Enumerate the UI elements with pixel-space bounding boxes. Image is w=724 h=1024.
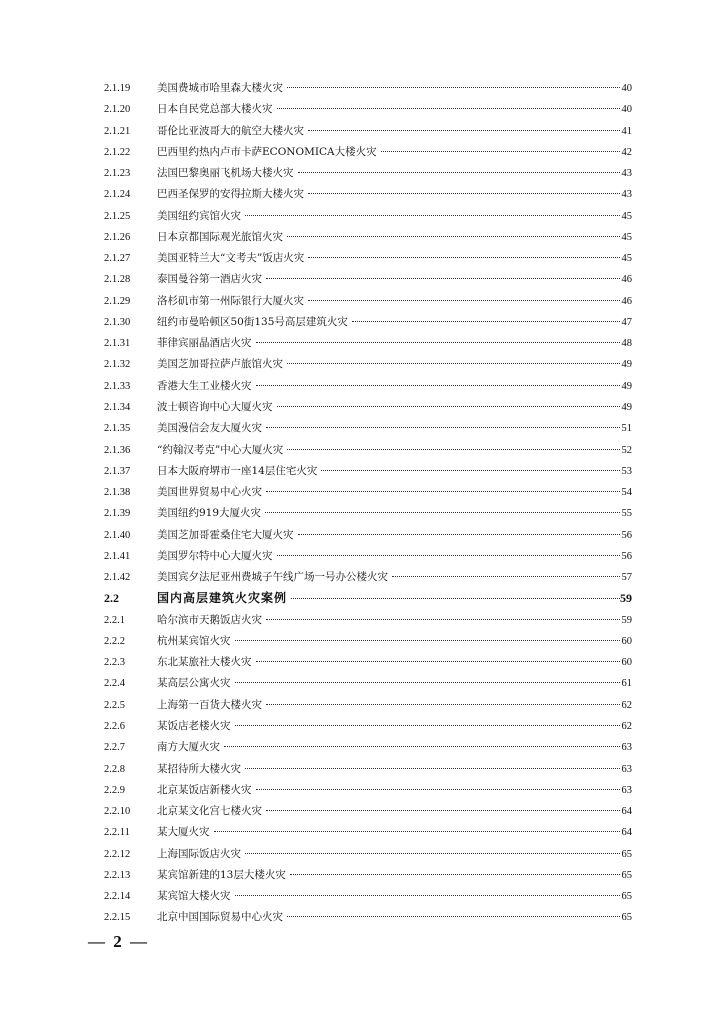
toc-entry-title: 美国亚特兰大“文考夫”饭店火灾 <box>157 252 305 265</box>
toc-entry-number: 2.1.26 <box>104 231 131 243</box>
toc-entry <box>0 907 724 928</box>
dot-leader <box>266 491 620 492</box>
dot-leader <box>308 300 620 301</box>
toc-entry-page: 45 <box>621 253 632 265</box>
toc-entry-number: 2.1.33 <box>104 380 131 392</box>
toc-entry-page: 48 <box>621 338 632 350</box>
toc-entry-page: 49 <box>621 401 632 413</box>
toc-entry <box>0 844 724 865</box>
toc-entry-number: 2.2.4 <box>104 678 125 690</box>
toc-entry <box>0 525 724 546</box>
toc-entry <box>0 312 724 333</box>
toc-entry-title-line <box>157 673 620 694</box>
dot-leader <box>256 789 621 790</box>
toc-entry <box>0 652 724 673</box>
toc-entry-title: 北京中国国际贸易中心火灾 <box>157 911 283 924</box>
toc-entry-title-line <box>157 333 620 354</box>
toc-entry <box>0 248 724 269</box>
toc-entry-title: 日本自民党总部大楼火灾 <box>157 103 273 116</box>
toc-entry-number: 2.2.12 <box>104 848 131 860</box>
toc-entry-title-line <box>157 121 620 142</box>
toc-entry-page: 43 <box>621 189 632 201</box>
toc-entry <box>0 184 724 205</box>
toc-entry-title-line <box>157 354 620 375</box>
dot-leader <box>266 810 620 811</box>
toc-entry <box>0 397 724 418</box>
toc-entry <box>0 759 724 780</box>
toc-entry-title-line <box>157 546 620 567</box>
toc-entry-title: 美国漫信会友大厦火灾 <box>157 422 262 435</box>
toc-entry-title-line <box>157 503 620 524</box>
toc-entry-title-line <box>157 759 620 780</box>
toc-entry-page: 47 <box>621 316 632 328</box>
toc-entry-page: 46 <box>621 295 632 307</box>
toc-entry-title: 北京某饭店新楼火灾 <box>157 783 252 796</box>
toc-entry-page: 40 <box>621 104 632 116</box>
toc-entry-title-line <box>157 163 620 184</box>
dot-leader <box>291 598 620 599</box>
toc-entry-title: 东北某旅社大楼火灾 <box>157 656 252 669</box>
toc-entry-number: 2.2.10 <box>104 806 131 818</box>
toc-entry-title: 美国纽约919大厦火灾 <box>157 507 262 520</box>
dot-leader <box>308 193 620 194</box>
toc-entry-number: 2.2.15 <box>104 912 131 924</box>
toc-entry-page: 40 <box>621 83 632 94</box>
toc-entry-title: 美国世界贸易中心火灾 <box>157 486 262 499</box>
table-of-contents <box>0 78 724 929</box>
toc-entry-number: 2.1.38 <box>104 487 131 499</box>
toc-entry-number: 2.2.6 <box>104 720 125 732</box>
dot-leader <box>392 576 620 577</box>
toc-entry <box>0 227 724 248</box>
toc-entry-page: 41 <box>621 125 632 137</box>
toc-entry-number: 2.2.9 <box>104 784 125 796</box>
toc-entry-title: 某高层公寓火灾 <box>157 677 231 690</box>
toc-entry-title-line <box>157 588 620 609</box>
toc-entry-title: 美国纽约宾馆火灾 <box>157 209 241 222</box>
dot-leader <box>235 895 621 896</box>
toc-entry-number: 2.2.8 <box>104 763 125 775</box>
toc-entry-number: 2.1.25 <box>104 210 131 222</box>
toc-entry-title-line <box>157 227 620 248</box>
toc-entry-number: 2.2 <box>104 591 119 606</box>
toc-entry <box>0 716 724 737</box>
dot-leader <box>287 363 620 364</box>
dot-leader <box>266 427 620 428</box>
toc-entry <box>0 610 724 631</box>
toc-entry-page: 61 <box>621 678 632 690</box>
toc-entry-page: 45 <box>621 231 632 243</box>
toc-entry-title-line <box>157 801 620 822</box>
toc-entry-title-line <box>157 461 620 482</box>
toc-entry-title: 南方大厦火灾 <box>157 741 220 754</box>
toc-entry-title: 波士顿咨询中心大厦火灾 <box>157 400 273 413</box>
toc-entry-title-line <box>157 99 620 120</box>
toc-entry-number: 2.1.29 <box>104 295 131 307</box>
toc-entry-page: 56 <box>621 550 632 562</box>
toc-entry <box>0 333 724 354</box>
toc-entry-title: 美国宾夕法尼亚州费城子午线广场一号办公楼火灾 <box>157 571 388 584</box>
toc-entry-title-line <box>157 376 620 397</box>
toc-entry-number: 2.2.11 <box>104 827 130 839</box>
toc-entry-title: 巴西里约热内卢市卡萨ECONOMICA大楼火灾 <box>157 145 377 158</box>
toc-entry-title-line <box>157 567 620 588</box>
toc-entry-title-line <box>157 737 620 758</box>
toc-entry <box>0 780 724 801</box>
toc-entry-number: 2.1.41 <box>104 550 131 562</box>
toc-entry <box>0 695 724 716</box>
toc-entry-page: 63 <box>621 742 632 754</box>
toc-entry-page: 54 <box>621 487 632 499</box>
toc-entry-number: 2.1.35 <box>104 423 131 435</box>
toc-entry-page: 49 <box>621 380 632 392</box>
toc-entry-number: 2.2.7 <box>104 742 125 754</box>
toc-entry-title-line <box>157 418 620 439</box>
dot-leader <box>224 746 620 747</box>
toc-entry-title: 美国芝加哥拉萨卢旅馆火灾 <box>157 358 283 371</box>
toc-entry-title-line <box>157 865 620 886</box>
toc-entry-title-line <box>157 844 620 865</box>
dot-leader <box>321 470 620 471</box>
toc-entry-page: 62 <box>621 720 632 732</box>
toc-entry-page: 65 <box>621 848 632 860</box>
toc-entry-title-line <box>157 610 620 631</box>
dot-leader <box>235 640 621 641</box>
toc-entry-page: 65 <box>621 869 632 881</box>
dot-leader <box>266 278 620 279</box>
toc-entry-number: 2.1.22 <box>104 146 131 158</box>
toc-entry-page: 51 <box>621 423 632 435</box>
toc-entry-title: 美国费城市哈里森大楼火灾 <box>157 82 283 94</box>
toc-entry <box>0 418 724 439</box>
toc-entry-title: 上海国际饭店火灾 <box>157 847 241 860</box>
toc-entry-title-line <box>157 184 620 205</box>
toc-entry-title-line <box>157 822 620 843</box>
page-number: — 2 — <box>88 932 149 951</box>
toc-entry <box>0 546 724 567</box>
toc-entry-title-line <box>157 397 620 418</box>
toc-entry-title-line <box>157 652 620 673</box>
dot-leader <box>308 257 620 258</box>
toc-entry-title: 日本大阪府堺市一座14层住宅火灾 <box>157 464 318 477</box>
toc-entry-title-line <box>157 312 620 333</box>
toc-entry <box>0 865 724 886</box>
toc-entry-number: 2.1.31 <box>104 338 131 350</box>
dot-leader <box>235 682 621 683</box>
toc-section-heading <box>0 588 724 609</box>
toc-entry-title: 上海第一百货大楼火灾 <box>157 698 262 711</box>
dot-leader <box>298 172 621 173</box>
toc-entry-number: 2.1.27 <box>104 253 131 265</box>
dot-leader <box>245 768 620 769</box>
toc-entry-title-line <box>157 142 620 163</box>
dot-leader <box>308 130 620 131</box>
toc-entry-page: 65 <box>621 891 632 903</box>
dot-leader <box>266 619 620 620</box>
toc-entry-title: 某招待所大楼火灾 <box>157 762 241 775</box>
dot-leader <box>277 406 621 407</box>
dot-leader <box>277 555 621 556</box>
toc-entry-title-line <box>157 440 620 461</box>
toc-entry-title: 某大厦火灾 <box>157 826 210 839</box>
toc-entry-page: 55 <box>621 508 632 520</box>
toc-entry-title-line <box>157 206 620 227</box>
toc-entry-title: 纽约市曼哈顿区50街135号高层建筑火灾 <box>157 315 348 328</box>
toc-entry-page: 53 <box>621 465 632 477</box>
dot-leader <box>245 853 620 854</box>
toc-entry-page: 57 <box>621 572 632 584</box>
toc-entry <box>0 482 724 503</box>
toc-entry-title-line <box>157 525 620 546</box>
dot-leader <box>256 385 621 386</box>
toc-entry-title: 洛杉矶市第一州际银行大厦火灾 <box>157 294 304 307</box>
toc-entry-title: 某宾馆新建的13层大楼火灾 <box>157 868 286 881</box>
toc-entry <box>0 440 724 461</box>
toc-entry-page: 59 <box>620 591 632 606</box>
toc-entry-number: 2.2.5 <box>104 699 125 711</box>
toc-entry-number: 2.2.2 <box>104 635 125 647</box>
toc-entry-title-line <box>157 631 620 652</box>
toc-entry-number: 2.1.40 <box>104 529 131 541</box>
toc-entry-page: 59 <box>621 614 632 626</box>
dot-leader <box>245 215 620 216</box>
toc-entry-page: 63 <box>621 763 632 775</box>
toc-entry-title: 日本京都国际观光旅馆火灾 <box>157 230 283 243</box>
toc-entry <box>0 631 724 652</box>
toc-entry-title: 国内高层建筑火灾案例 <box>157 591 288 606</box>
toc-entry <box>0 737 724 758</box>
toc-entry-page: 43 <box>621 168 632 180</box>
toc-entry-title: 法国巴黎奥丽飞机场大楼火灾 <box>157 167 294 180</box>
toc-entry-page: 64 <box>621 827 632 839</box>
toc-entry-page: 64 <box>621 806 632 818</box>
toc-entry <box>0 822 724 843</box>
toc-entry <box>0 354 724 375</box>
toc-entry-title: 美国罗尔特中心大厦火灾 <box>157 549 273 562</box>
toc-entry-number: 2.1.24 <box>104 189 131 201</box>
toc-entry-number: 2.1.23 <box>104 168 131 180</box>
toc-entry-title: 杭州某宾馆火灾 <box>157 634 231 647</box>
toc-entry-page: 42 <box>621 146 632 158</box>
toc-entry-page: 65 <box>621 912 632 924</box>
dot-leader <box>290 874 620 875</box>
toc-entry-title: 某饭店老楼火灾 <box>157 719 231 732</box>
dot-leader <box>277 108 621 109</box>
toc-entry-number: 2.1.36 <box>104 444 131 456</box>
toc-entry-title-line <box>157 291 620 312</box>
toc-entry-title-line <box>157 482 620 503</box>
toc-entry-title: 北京某文化宫七楼火灾 <box>157 805 262 818</box>
dot-leader <box>352 321 620 322</box>
toc-entry-title-line <box>157 269 620 290</box>
toc-entry-title: 菲律宾丽晶酒店火灾 <box>157 337 252 350</box>
toc-entry-page: 60 <box>621 657 632 669</box>
dot-leader <box>265 512 620 513</box>
toc-entry <box>0 673 724 694</box>
dot-leader <box>266 704 620 705</box>
dot-leader <box>381 151 620 152</box>
toc-entry-number: 2.1.28 <box>104 274 131 286</box>
toc-entry-title: 某宾馆大楼火灾 <box>157 890 231 903</box>
toc-entry-title: “约翰汉考克”中心大厦火灾 <box>157 443 284 456</box>
toc-entry-number: 2.1.19 <box>104 83 131 94</box>
toc-entry-title: 哈尔滨市天鹅饭店火灾 <box>157 613 262 626</box>
toc-entry-number: 2.1.20 <box>104 104 131 116</box>
toc-entry-title: 巴西圣保罗的安得拉斯大楼火灾 <box>157 188 304 201</box>
toc-entry-title-line <box>157 695 620 716</box>
toc-entry <box>0 206 724 227</box>
dot-leader <box>298 534 621 535</box>
toc-entry-number: 2.2.3 <box>104 657 125 669</box>
toc-entry-page: 45 <box>621 210 632 222</box>
toc-entry <box>0 886 724 907</box>
toc-entry-number: 2.1.42 <box>104 572 131 584</box>
dot-leader <box>287 449 620 450</box>
toc-entry-title-line <box>157 248 620 269</box>
dot-leader <box>214 831 621 832</box>
toc-entry <box>0 142 724 163</box>
toc-entry <box>0 567 724 588</box>
toc-entry-number: 2.2.1 <box>104 614 125 626</box>
toc-entry-number: 2.1.30 <box>104 316 131 328</box>
toc-entry-page: 63 <box>621 784 632 796</box>
toc-entry-title: 泰国曼谷第一酒店火灾 <box>157 273 262 286</box>
toc-entry <box>0 163 724 184</box>
dot-leader <box>287 916 620 917</box>
toc-entry-title-line <box>157 780 620 801</box>
toc-entry-title-line <box>157 78 620 99</box>
dot-leader <box>256 342 621 343</box>
toc-entry-page: 49 <box>621 359 632 371</box>
toc-entry <box>0 269 724 290</box>
toc-entry-number: 2.1.34 <box>104 401 131 413</box>
toc-entry-page: 60 <box>621 635 632 647</box>
dot-leader <box>287 236 620 237</box>
toc-entry-page: 46 <box>621 274 632 286</box>
toc-entry <box>0 461 724 482</box>
toc-entry <box>0 78 724 99</box>
toc-entry-number: 2.2.14 <box>104 891 131 903</box>
dot-leader <box>235 725 621 726</box>
toc-entry-title-line <box>157 886 620 907</box>
toc-entry-number: 2.1.32 <box>104 359 131 371</box>
toc-entry <box>0 121 724 142</box>
toc-entry <box>0 99 724 120</box>
toc-entry-title: 美国芝加哥霍桑住宅大厦火灾 <box>157 528 294 541</box>
toc-entry-title: 香港大生工业楼火灾 <box>157 379 252 392</box>
toc-entry-number: 2.2.13 <box>104 869 131 881</box>
toc-entry-page: 62 <box>621 699 632 711</box>
toc-entry-number: 2.1.37 <box>104 465 131 477</box>
dot-leader <box>256 661 621 662</box>
toc-entry <box>0 376 724 397</box>
toc-entry <box>0 503 724 524</box>
toc-entry-number: 2.1.39 <box>104 508 131 520</box>
toc-entry <box>0 291 724 312</box>
toc-entry-page: 52 <box>621 444 632 456</box>
toc-entry-title-line <box>157 716 620 737</box>
toc-entry-title: 哥伦比亚波哥大的航空大楼火灾 <box>157 124 304 137</box>
toc-entry-number: 2.1.21 <box>104 125 131 137</box>
dot-leader <box>287 87 620 88</box>
toc-entry <box>0 801 724 822</box>
toc-entry-title-line <box>157 907 620 928</box>
toc-entry-page: 56 <box>621 529 632 541</box>
